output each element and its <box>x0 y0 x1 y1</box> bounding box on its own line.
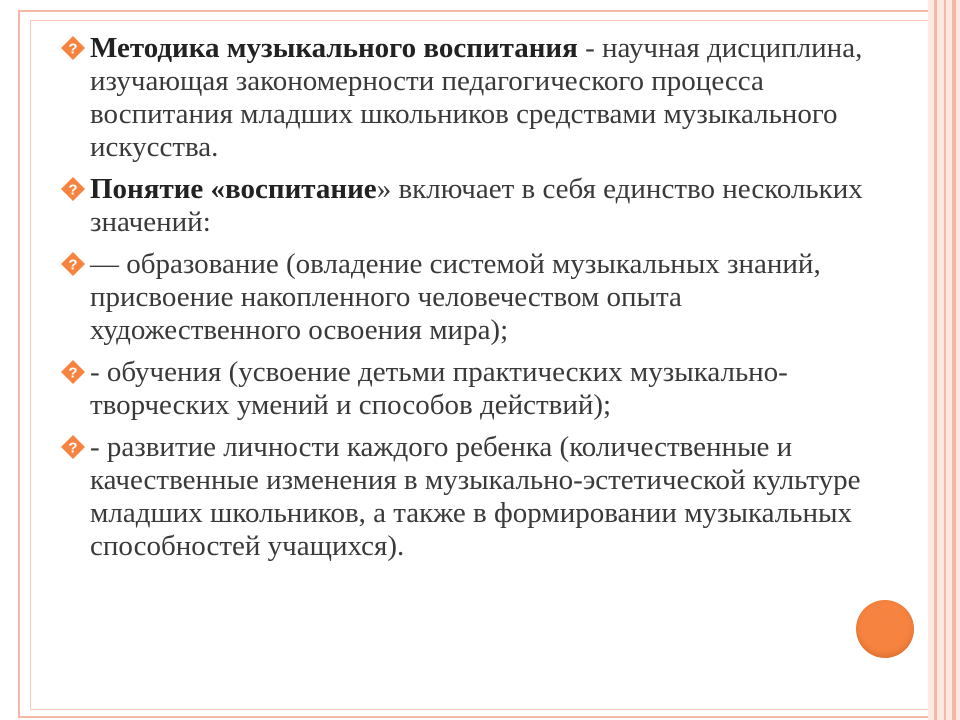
paragraph-concept <box>60 173 880 239</box>
svg-text:?: ? <box>68 40 78 58</box>
paragraph-development <box>60 431 880 563</box>
orange-circle-decoration <box>856 600 914 658</box>
term-bold: Понятие «воспитание <box>90 173 377 205</box>
paragraph-text: - обучения (усвоение детьми практических музыкально-творческих умений и способов действий); <box>90 356 788 421</box>
band-stripe <box>952 0 956 720</box>
slide-body <box>60 32 880 572</box>
term-bold: Методика музыкального воспитания <box>90 32 578 64</box>
paragraph-text: » включает в себя единство нескольких значений: <box>90 173 863 238</box>
svg-text:?: ? <box>68 364 78 382</box>
band-stripe <box>944 0 946 720</box>
paragraph-learning <box>60 356 880 422</box>
svg-text:?: ? <box>68 181 78 199</box>
right-decorative-band <box>928 0 960 720</box>
bullet-question-icon <box>60 35 86 61</box>
paragraph-text: - научная дисциплина, изучающая закономерности педагогического процесса воспитания младших школьников средствами музыкального искусства. <box>90 32 863 163</box>
paragraph-text: - развитие личности каждого ребенка (количественные и качественные изменения в музыкально-эстетической культуре младших школьников, а также в формировании музыкальных способностей учащихся). <box>90 431 861 562</box>
svg-text:?: ? <box>68 256 78 274</box>
paragraph-definition <box>60 32 880 164</box>
bullet-question-icon <box>60 434 86 460</box>
paragraph-text: — образование (овладение системой музыкальных знаний, присвоение накопленного человечеством опыта художественного освоения мира); <box>90 248 821 346</box>
paragraph-education <box>60 248 880 347</box>
svg-text:?: ? <box>68 439 78 457</box>
bullet-question-icon <box>60 176 86 202</box>
band-stripe <box>934 0 937 720</box>
bullet-question-icon <box>60 251 86 277</box>
bullet-question-icon <box>60 359 86 385</box>
